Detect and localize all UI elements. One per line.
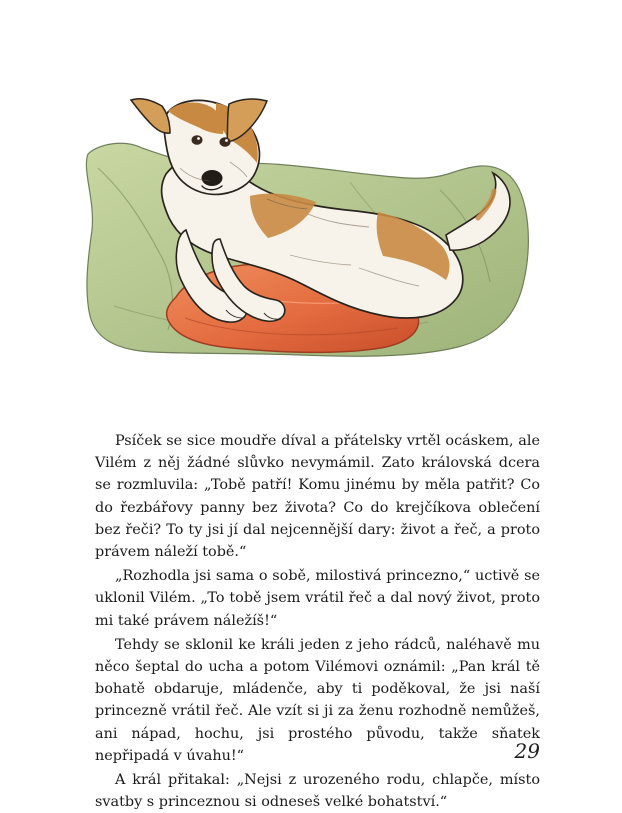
page-number: 29	[514, 739, 540, 763]
dog-ear-left	[131, 99, 170, 134]
dog-illustration-icon	[80, 70, 540, 365]
paragraph-1: Psíček se sice moudře díval a přátelsky vrtěl ocáskem, ale Vilém z něj žádné slůvko nevymámil. Zato královská dcera se rozmluvila: „Tobě patří! Komu jinému by měla patřit? Co do řezbářovy panny bez života? Co do krejčíkova oblečení bez řeči? To ty jsi jí dal nejcennější dary: život a řeč, a proto právem náleží tobě.“	[95, 433, 540, 561]
dog-eye-left	[192, 135, 203, 145]
paragraph-3: Tehdy se sklonil ke králi jeden z jeho rádců, naléhavě mu něco šeptal do ucha a potom Vilémovi oznámil: „Pan král tě bohatě obdaruje, mládenče, aby ti poděkoval, že jsi naší princezně vrátil řeč. Ale vzít si ji za ženu rozhodně nemůžeš, ani nápad, hochu, jsi prostého původu, takže sňatek nepřipadá v úvahu!“	[95, 636, 540, 764]
dog-nose	[202, 170, 223, 186]
paragraph-4: A král přitakal: „Nejsi z urozeného rodu, chlapče, místo svatby s princeznou si odneseš velké bohatství.“	[95, 772, 540, 811]
paragraph-2: „Rozhodla jsi sama o sobě, milostivá princezno,“ uctivě se uklonil Vilém. „To tobě jsem vrátil řeč a dal nový život, proto mi také právem náležíš!“	[95, 568, 540, 629]
story-text	[95, 430, 540, 813]
dog-eye-right	[220, 137, 231, 147]
dog-illustration	[80, 70, 540, 365]
